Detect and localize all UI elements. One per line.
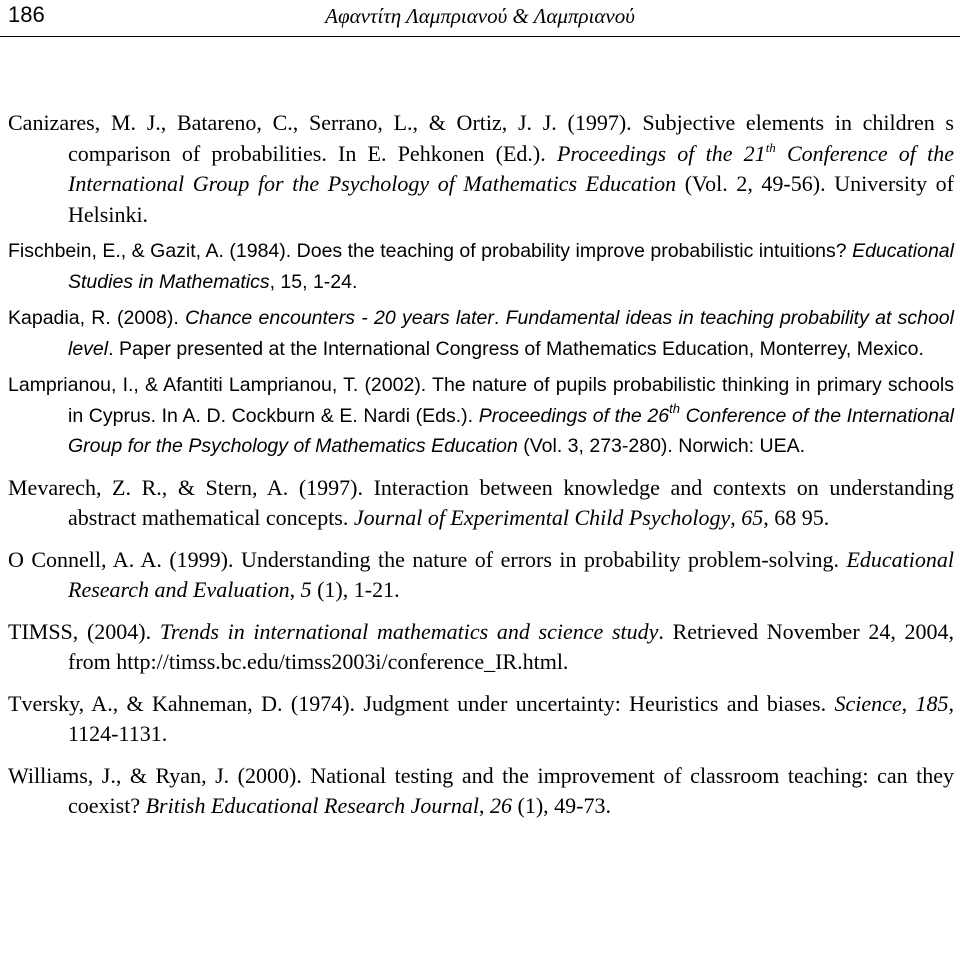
ref-text: Tversky, A., & Kahneman, D. (1974). Judgment under uncertainty: Heuristics and biases.: [8, 690, 835, 716]
ref-text: (Vol. 2, 49-56). University of Helsinki.: [68, 171, 954, 227]
reference-tversky: [8, 689, 954, 750]
ref-text: Canizares, M. J., Batareno, C., Serrano, L., & Ortiz, J. J. (1997). Subjective elements in children s comparison of probabilities. In E. Pehkonen (Ed.).: [8, 110, 954, 166]
ref-text: , 1124-1131.: [68, 690, 954, 746]
reference-oconnell: [8, 545, 954, 606]
ref-text: ,: [479, 793, 491, 818]
reference-mevarech: [8, 473, 954, 534]
ref-text: , 68 95.: [763, 505, 830, 530]
ref-text: (1), 49-73.: [512, 793, 611, 818]
reference-lamprianou: [8, 370, 954, 462]
ref-title: Proceedings of the 21: [556, 140, 766, 166]
ref-title: Chance encounters - 20 years later: [185, 307, 494, 329]
ref-volume: 26: [490, 793, 513, 818]
ref-source: British Educational Research Journal: [145, 793, 480, 818]
ref-source: Science: [834, 690, 902, 716]
ref-text: , 15, 1-24.: [269, 270, 358, 293]
ref-text: Kapadia, R. (2008).: [8, 307, 186, 329]
ref-text: . Retrieved November 24, 2004, from http://timss.bc.edu/timss2003i/conference_IR.html.: [68, 618, 955, 674]
ref-title: Fundamental ideas in teaching probability at school level: [68, 307, 954, 360]
ref-volume: 185: [915, 690, 949, 716]
ref-superscript: th: [765, 139, 776, 155]
ref-title: Conference of the International Group for the Psychology of Mathematics Education: [68, 404, 955, 457]
reference-fischbein: [8, 236, 954, 297]
reference-timss: [8, 617, 954, 678]
reference-kapadia: [8, 303, 954, 364]
ref-text: Lamprianou, I., & Afantiti Lamprianou, T. (2002). The nature of pupils probabilistic thinking in primary schools in Cyprus. In A. D. Cockburn & E. Nardi (Eds.).: [8, 374, 954, 427]
ref-text: . Paper presented at the International Congress of Mathematics Education, Monterrey, Mexico.: [108, 337, 924, 360]
reference-list: [8, 108, 954, 822]
ref-volume: 65: [741, 505, 764, 530]
ref-text: ,: [901, 690, 916, 716]
ref-text: ,: [289, 577, 301, 602]
ref-text: .: [493, 307, 506, 329]
ref-source: Educational Studies in Mathematics: [68, 240, 954, 293]
running-head: Αφαντίτη Λαμπριανού & Λαμπριανού: [325, 4, 635, 28]
ref-title: Proceedings of the 26: [478, 404, 670, 427]
reference-williams: [8, 761, 954, 822]
ref-text: TIMSS, (2004).: [8, 618, 160, 644]
ref-title: Conference of the International Group for the Psychology of Mathematics Education: [68, 140, 954, 196]
ref-text: (1), 1-21.: [311, 577, 400, 602]
ref-title: Trends in international mathematics and science study: [159, 618, 659, 644]
ref-text: Williams, J., & Ryan, J. (2000). National testing and the improvement of classroom teaching: can they coexist?: [8, 762, 954, 818]
ref-superscript: th: [669, 400, 680, 416]
page-header: [0, 0, 960, 37]
ref-text: (Vol. 3, 273-280). Norwich: UEA.: [517, 435, 806, 457]
ref-text: ,: [730, 505, 742, 530]
ref-text: Fischbein, E., & Gazit, A. (1984). Does the teaching of probability improve probabilistic intuitions?: [8, 240, 853, 262]
page-number: 186: [8, 2, 45, 27]
ref-text: Mevarech, Z. R., & Stern, A. (1997). Interaction between knowledge and contexts on understanding abstract mathematical concepts.: [8, 474, 954, 530]
ref-volume: 5: [300, 577, 312, 602]
reference-canizares: [8, 108, 954, 230]
ref-source: Journal of Experimental Child Psychology: [353, 505, 731, 530]
ref-text: O Connell, A. A. (1999). Understanding the nature of errors in probability problem-solving.: [8, 546, 847, 572]
ref-source: Educational Research and Evaluation: [68, 546, 954, 602]
